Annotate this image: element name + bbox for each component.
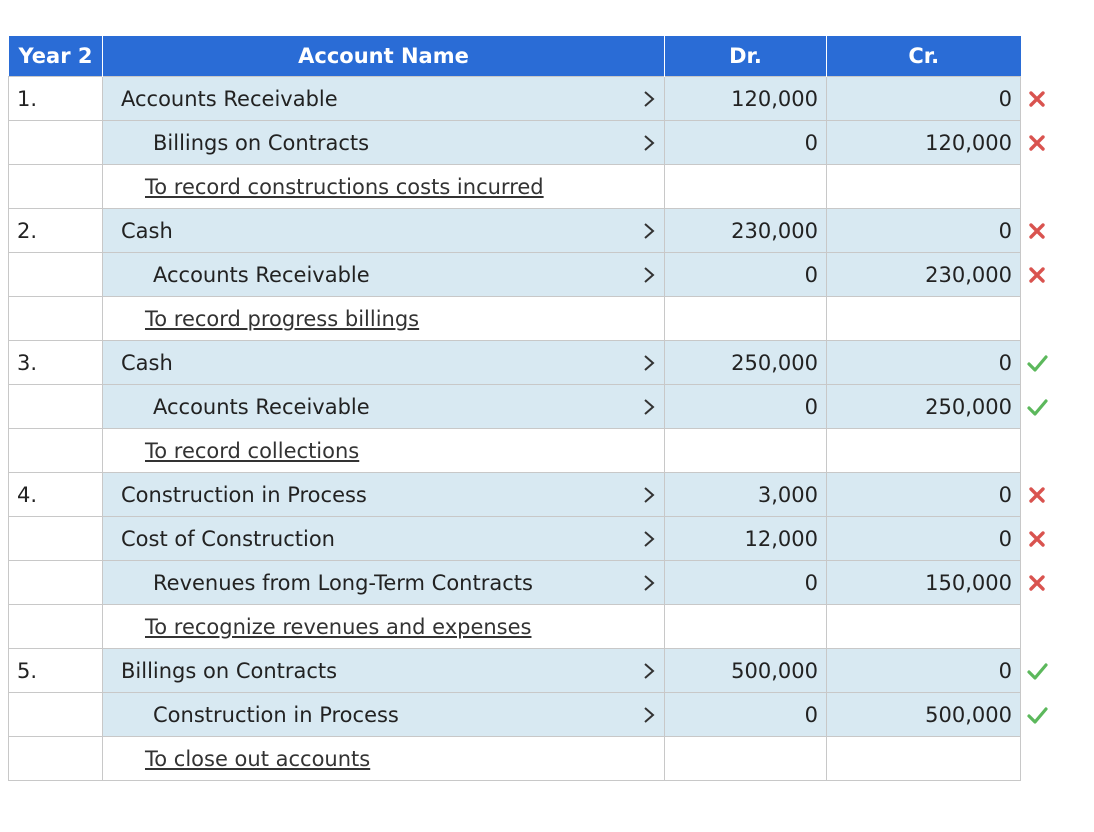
credit-input[interactable] bbox=[827, 649, 1021, 693]
description-row bbox=[9, 165, 1021, 209]
chevron-down-icon bbox=[642, 661, 656, 681]
chevron-down-icon bbox=[642, 133, 656, 153]
credit-value: 120,000 bbox=[925, 130, 1012, 155]
chevron-down-icon bbox=[642, 265, 656, 285]
credit-value: 230,000 bbox=[925, 262, 1012, 287]
account-select[interactable] bbox=[103, 517, 665, 561]
journal-line bbox=[9, 77, 1021, 121]
credit-value: 0 bbox=[998, 658, 1012, 683]
account-name: Accounts Receivable bbox=[121, 86, 338, 111]
entry-description-field[interactable] bbox=[103, 429, 665, 473]
debit-input[interactable]: 0 bbox=[665, 693, 827, 737]
entry-number-blank bbox=[9, 297, 103, 341]
cross-icon bbox=[1026, 220, 1048, 242]
credit-value: 500,000 bbox=[925, 702, 1012, 727]
debit-input[interactable]: 3,000 bbox=[665, 473, 827, 517]
journal-line bbox=[9, 561, 1021, 605]
account-name: Revenues from Long-Term Contracts bbox=[153, 570, 533, 595]
debit-input[interactable]: 12,000 bbox=[665, 517, 827, 561]
entry-number-blank bbox=[9, 737, 103, 781]
journal-body bbox=[9, 77, 1021, 781]
entry-description-field[interactable] bbox=[103, 297, 665, 341]
entry-description-field[interactable] bbox=[103, 737, 665, 781]
entry-description-field[interactable] bbox=[103, 605, 665, 649]
debit-blank bbox=[665, 165, 827, 209]
cross-icon bbox=[1026, 528, 1048, 550]
journal-line bbox=[9, 517, 1021, 561]
journal-table bbox=[8, 36, 1021, 781]
debit-input[interactable]: 230,000 bbox=[665, 209, 827, 253]
check-icon bbox=[1026, 352, 1048, 374]
header-account-name: Account Name bbox=[103, 36, 665, 77]
chevron-down-icon bbox=[642, 397, 656, 417]
chevron-down-icon bbox=[642, 89, 656, 109]
account-name: Construction in Process bbox=[121, 482, 367, 507]
debit-blank bbox=[665, 737, 827, 781]
credit-value: 250,000 bbox=[925, 394, 1012, 419]
cross-icon bbox=[1026, 264, 1048, 286]
journal-line bbox=[9, 341, 1021, 385]
cross-icon bbox=[1026, 132, 1048, 154]
credit-input[interactable] bbox=[827, 341, 1021, 385]
chevron-down-icon bbox=[642, 529, 656, 549]
debit-blank bbox=[665, 429, 827, 473]
debit-blank bbox=[665, 605, 827, 649]
account-name: Cost of Construction bbox=[121, 526, 335, 551]
entry-number: 4. bbox=[9, 473, 103, 517]
account-select[interactable] bbox=[103, 385, 665, 429]
entry-description: To record constructions costs incurred bbox=[145, 174, 544, 199]
chevron-down-icon bbox=[642, 485, 656, 505]
chevron-down-icon bbox=[642, 221, 656, 241]
credit-blank bbox=[827, 297, 1021, 341]
entry-description: To recognize revenues and expenses bbox=[145, 614, 532, 639]
cross-icon bbox=[1026, 88, 1048, 110]
chevron-down-icon bbox=[642, 573, 656, 593]
account-select[interactable] bbox=[103, 341, 665, 385]
journal-line bbox=[9, 649, 1021, 693]
journal-line bbox=[9, 209, 1021, 253]
description-row bbox=[9, 605, 1021, 649]
account-select[interactable] bbox=[103, 561, 665, 605]
account-select[interactable] bbox=[103, 77, 665, 121]
credit-value: 0 bbox=[998, 218, 1012, 243]
debit-input[interactable]: 120,000 bbox=[665, 77, 827, 121]
cross-icon bbox=[1026, 484, 1048, 506]
debit-input[interactable]: 0 bbox=[665, 121, 827, 165]
journal-line bbox=[9, 385, 1021, 429]
credit-input[interactable] bbox=[827, 385, 1021, 429]
credit-input[interactable] bbox=[827, 209, 1021, 253]
credit-blank bbox=[827, 165, 1021, 209]
account-name: Cash bbox=[121, 350, 173, 375]
account-select[interactable] bbox=[103, 253, 665, 297]
journal-line bbox=[9, 253, 1021, 297]
entry-description: To close out accounts bbox=[145, 746, 371, 771]
account-select[interactable] bbox=[103, 473, 665, 517]
credit-value: 150,000 bbox=[925, 570, 1012, 595]
entry-number: 3. bbox=[9, 341, 103, 385]
check-icon bbox=[1026, 396, 1048, 418]
account-select[interactable] bbox=[103, 121, 665, 165]
account-select[interactable] bbox=[103, 649, 665, 693]
header-year: Year 2 bbox=[9, 36, 103, 77]
account-select[interactable] bbox=[103, 209, 665, 253]
entry-number-blank bbox=[9, 429, 103, 473]
credit-input[interactable] bbox=[827, 253, 1021, 297]
account-name: Accounts Receivable bbox=[153, 394, 370, 419]
description-row bbox=[9, 429, 1021, 473]
account-name: Cash bbox=[121, 218, 173, 243]
account-name: Construction in Process bbox=[153, 702, 399, 727]
credit-value: 0 bbox=[998, 526, 1012, 551]
chevron-down-icon bbox=[642, 705, 656, 725]
entry-number-blank bbox=[9, 561, 103, 605]
debit-blank bbox=[665, 297, 827, 341]
journal-entry-form bbox=[8, 36, 1021, 781]
header-row bbox=[9, 36, 1021, 77]
entry-description-field[interactable] bbox=[103, 165, 665, 209]
check-icon bbox=[1026, 704, 1048, 726]
chevron-down-icon bbox=[642, 353, 656, 373]
entry-number-blank bbox=[9, 253, 103, 297]
credit-blank bbox=[827, 429, 1021, 473]
description-row bbox=[9, 737, 1021, 781]
header-debit: Dr. bbox=[665, 36, 827, 77]
account-name: Billings on Contracts bbox=[121, 658, 338, 683]
header-credit: Cr. bbox=[827, 36, 1021, 77]
debit-input[interactable]: 0 bbox=[665, 253, 827, 297]
account-name: Billings on Contracts bbox=[153, 130, 370, 155]
credit-input[interactable] bbox=[827, 473, 1021, 517]
account-select[interactable] bbox=[103, 693, 665, 737]
journal-line bbox=[9, 473, 1021, 517]
entry-number: 1. bbox=[9, 77, 103, 121]
entry-number-blank bbox=[9, 605, 103, 649]
cross-icon bbox=[1026, 572, 1048, 594]
journal-line bbox=[9, 121, 1021, 165]
debit-input[interactable]: 0 bbox=[665, 385, 827, 429]
credit-input[interactable] bbox=[827, 517, 1021, 561]
entry-number: 5. bbox=[9, 649, 103, 693]
credit-value: 0 bbox=[998, 350, 1012, 375]
credit-input[interactable] bbox=[827, 693, 1021, 737]
credit-value: 0 bbox=[998, 482, 1012, 507]
entry-number-blank bbox=[9, 517, 103, 561]
credit-value: 0 bbox=[998, 86, 1012, 111]
credit-input[interactable] bbox=[827, 561, 1021, 605]
debit-input[interactable]: 0 bbox=[665, 561, 827, 605]
description-row bbox=[9, 297, 1021, 341]
entry-description: To record collections bbox=[145, 438, 360, 463]
journal-line bbox=[9, 693, 1021, 737]
debit-input[interactable]: 500,000 bbox=[665, 649, 827, 693]
entry-number-blank bbox=[9, 165, 103, 209]
entry-number-blank bbox=[9, 693, 103, 737]
entry-description: To record progress billings bbox=[145, 306, 420, 331]
credit-blank bbox=[827, 737, 1021, 781]
credit-blank bbox=[827, 605, 1021, 649]
check-icon bbox=[1026, 660, 1048, 682]
account-name: Accounts Receivable bbox=[153, 262, 370, 287]
debit-input[interactable]: 250,000 bbox=[665, 341, 827, 385]
entry-number: 2. bbox=[9, 209, 103, 253]
credit-input[interactable] bbox=[827, 121, 1021, 165]
entry-number-blank bbox=[9, 385, 103, 429]
credit-input[interactable] bbox=[827, 77, 1021, 121]
entry-number-blank bbox=[9, 121, 103, 165]
